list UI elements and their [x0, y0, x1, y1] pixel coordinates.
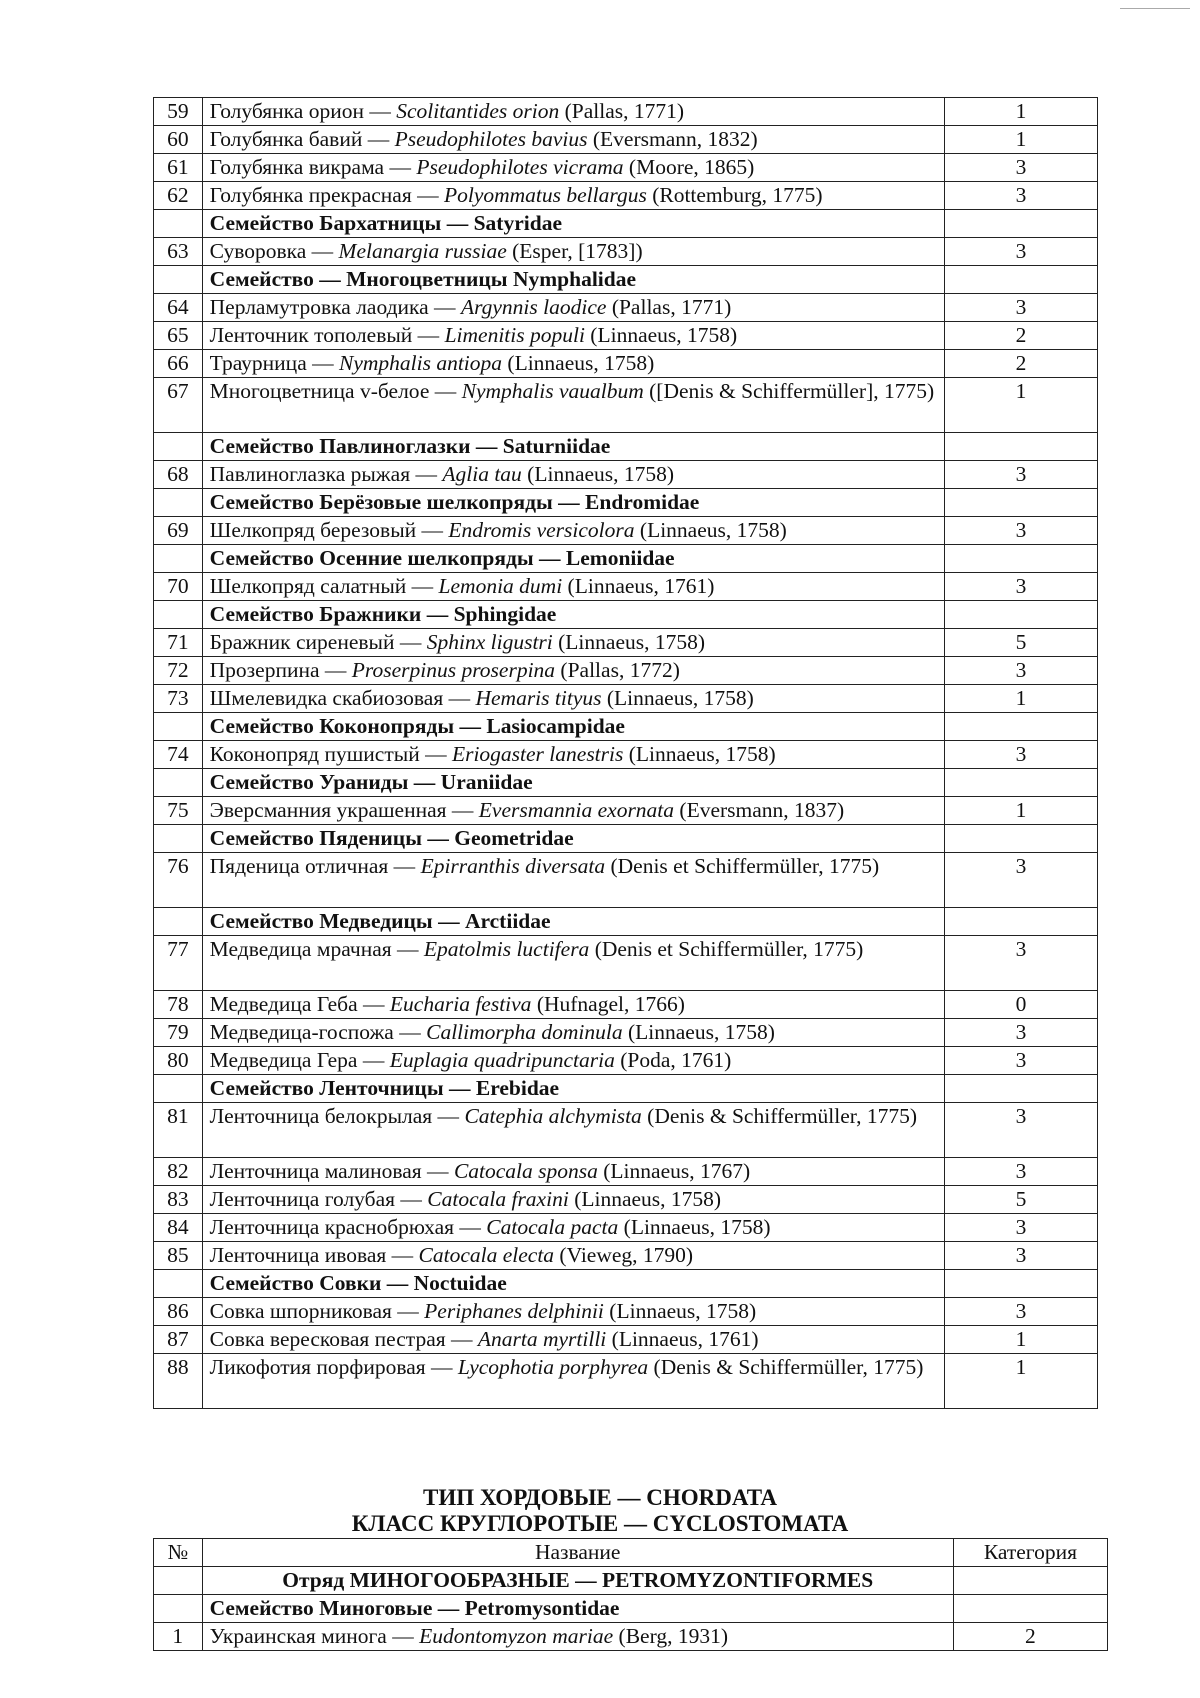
species-latin-name: Eriogaster lanestris	[451, 742, 624, 766]
family-row	[154, 266, 1098, 294]
row-category: 5	[944, 1186, 1097, 1214]
species-latin-name: Polyommatus bellargus	[443, 183, 647, 207]
header-name: Название	[202, 1539, 953, 1567]
type-heading: ТИП ХОРДОВЫЕ — CHORDATA	[422, 1485, 778, 1510]
row-category: 1	[944, 1326, 1097, 1354]
species-latin-name: Scolitantides orion	[396, 99, 560, 123]
table-row	[154, 1019, 1098, 1047]
row-category: 3	[944, 573, 1097, 601]
species-name	[202, 1186, 944, 1214]
species-author: (Linnaeus, 1761)	[562, 574, 715, 598]
row-number: 86	[154, 1298, 203, 1326]
species-latin-name: Epirranthis diversata	[420, 854, 606, 878]
species-name	[202, 936, 944, 991]
row-category: 2	[944, 350, 1097, 378]
species-russian-name: Ликофотия порфировая —	[209, 1355, 458, 1379]
species-name	[202, 182, 944, 210]
row-category: 5	[944, 629, 1097, 657]
species-author: (Denis et Schiffermüller, 1775)	[589, 937, 864, 961]
species-author: (Linnaeus, 1758)	[623, 742, 776, 766]
species-russian-name: Голубянка орион —	[209, 99, 397, 123]
species-russian-name: Шелкопряд салатный —	[209, 574, 439, 598]
species-russian-name: Шелкопряд березовый —	[209, 518, 449, 542]
family-title: Семейство Ленточницы — Erebidae	[202, 1075, 944, 1103]
species-russian-name: Голубянка прекрасная —	[209, 183, 444, 207]
table-row	[154, 461, 1098, 489]
species-latin-name: Catocala electa	[418, 1243, 555, 1267]
species-russian-name: Медведица Геба —	[209, 992, 390, 1016]
row-category: 2	[953, 1623, 1107, 1651]
row-category: 3	[944, 294, 1097, 322]
family-title: Семейство Осенние шелкопряды — Lemoniidae	[202, 545, 944, 573]
row-number: 73	[154, 685, 203, 713]
species-name	[202, 322, 944, 350]
species-latin-name: Melanargia russiae	[338, 239, 507, 263]
species-russian-name: Суворовка —	[209, 239, 339, 263]
family-title: Семейство Миноговые — Petromysontidae	[202, 1595, 953, 1623]
row-category: 3	[944, 657, 1097, 685]
species-name	[202, 741, 944, 769]
row-number: 80	[154, 1047, 203, 1075]
table-row	[154, 238, 1098, 266]
species-author: (Linnaeus, 1758)	[521, 462, 675, 486]
table-row	[154, 154, 1098, 182]
species-latin-name: Proserpinus proserpina	[351, 658, 556, 682]
row-category: 2	[944, 322, 1097, 350]
table-row	[154, 657, 1098, 685]
species-russian-name: Ленточник тополевый —	[209, 323, 445, 347]
row-category: 3	[944, 1214, 1097, 1242]
species-latin-name: Catocala fraxini	[427, 1187, 569, 1211]
row-category: 3	[944, 1158, 1097, 1186]
table-row	[154, 378, 1098, 433]
row-category: 3	[944, 853, 1097, 908]
family-title: Семейство Бархатницы — Satyridae	[202, 210, 944, 238]
species-latin-name: Argynnis laodice	[460, 295, 607, 319]
row-number: 82	[154, 1158, 203, 1186]
species-name	[202, 126, 944, 154]
row-category: 3	[944, 1242, 1097, 1270]
species-author: (Linnaeus, 1758)	[618, 1215, 771, 1239]
species-russian-name: Бражник сиреневый —	[209, 630, 427, 654]
species-name	[202, 573, 944, 601]
species-russian-name: Шмелевидка скабиозовая —	[209, 686, 476, 710]
row-number: 85	[154, 1242, 203, 1270]
species-russian-name: Ленточница краснобрюхая —	[209, 1215, 487, 1239]
family-title: Семейство Коконопряды — Lasiocampidae	[202, 713, 944, 741]
table-row	[154, 1103, 1098, 1158]
family-title: Семейство Пяденицы — Geometridae	[202, 825, 944, 853]
table-row	[154, 1214, 1098, 1242]
row-number: 76	[154, 853, 203, 908]
table-row	[154, 936, 1098, 991]
table-row	[154, 322, 1098, 350]
row-number: 68	[154, 461, 203, 489]
species-russian-name: Прозерпина —	[209, 658, 352, 682]
species-table	[153, 97, 1098, 1409]
species-author: (Linnaeus, 1758)	[584, 323, 738, 347]
species-name	[202, 991, 944, 1019]
species-latin-name: Catocala sponsa	[453, 1159, 598, 1183]
species-author: (Poda, 1761)	[614, 1048, 732, 1072]
family-title: Семейство Ураниды — Uraniidae	[202, 769, 944, 797]
species-name	[202, 350, 944, 378]
table-row	[154, 1242, 1098, 1270]
row-number: 65	[154, 322, 203, 350]
species-latin-name: Nymphalis vaualbum	[461, 379, 644, 403]
species-russian-name: Перламутровка лаодика —	[209, 295, 461, 319]
family-row	[154, 908, 1098, 936]
species-name	[202, 238, 944, 266]
species-author: (Linnaeus, 1761)	[606, 1327, 759, 1351]
row-category: 3	[944, 461, 1097, 489]
species-author: (Esper, [1783])	[506, 239, 643, 263]
species-russian-name: Пяденица отличная —	[209, 854, 421, 878]
family-title: Семейство Павлиноглазки — Saturniidae	[202, 433, 944, 461]
species-russian-name: Голубянка викрама —	[209, 155, 417, 179]
row-number: 74	[154, 741, 203, 769]
table-row	[154, 1326, 1098, 1354]
species-author: (Moore, 1865)	[623, 155, 755, 179]
species-name	[202, 1326, 944, 1354]
row-number: 81	[154, 1103, 203, 1158]
species-russian-name: Украинская минога —	[209, 1624, 420, 1648]
species-author: (Pallas, 1772)	[555, 658, 680, 682]
species-latin-name: Aglia tau	[442, 462, 522, 486]
row-category: 1	[944, 685, 1097, 713]
family-row	[154, 713, 1098, 741]
row-category: 3	[944, 238, 1097, 266]
species-name	[202, 629, 944, 657]
species-author: (Denis & Schiffermüller, 1775)	[641, 1104, 917, 1128]
species-latin-name: Catocala pacta	[486, 1215, 619, 1239]
family-title: Семейство — Многоцветницы Nymphalidae	[202, 266, 944, 294]
row-number: 87	[154, 1326, 203, 1354]
species-russian-name: Медведица мрачная —	[209, 937, 424, 961]
family-row	[154, 1075, 1098, 1103]
species-name	[202, 853, 944, 908]
species-russian-name: Ленточница ивовая —	[209, 1243, 419, 1267]
class-heading: КЛАСС КРУГЛОРОТЫЕ — CYCLOSTOMATA	[351, 1511, 849, 1536]
species-author: (Berg, 1931)	[613, 1624, 729, 1648]
row-number: 83	[154, 1186, 203, 1214]
species-name	[202, 685, 944, 713]
species-russian-name: Павлиноглазка рыжая —	[209, 462, 443, 486]
species-russian-name: Медведица-госпожа —	[209, 1020, 427, 1044]
row-number: 62	[154, 182, 203, 210]
order-row	[154, 1567, 1108, 1595]
species-latin-name: Eucharia festiva	[389, 992, 532, 1016]
species-latin-name: Endromis versicolora	[448, 518, 635, 542]
row-category: 1	[944, 98, 1097, 126]
species-author: (Linnaeus, 1758)	[603, 1299, 757, 1323]
species-name	[202, 461, 944, 489]
row-number: 61	[154, 154, 203, 182]
species-name	[202, 517, 944, 545]
chordata-table	[153, 1538, 1108, 1651]
table-row	[154, 294, 1098, 322]
species-table-body	[154, 98, 1098, 1409]
table-row	[154, 98, 1098, 126]
row-category: 3	[944, 182, 1097, 210]
family-row	[154, 1595, 1108, 1623]
species-author: (Linnaeus, 1758)	[634, 518, 787, 542]
table-row	[154, 741, 1098, 769]
species-name	[202, 98, 944, 126]
species-author: (Linnaeus, 1767)	[597, 1159, 751, 1183]
header-category: Категория	[953, 1539, 1107, 1567]
species-russian-name: Эверсманния украшенная —	[209, 798, 479, 822]
species-author: (Pallas, 1771)	[559, 99, 685, 123]
row-number: 78	[154, 991, 203, 1019]
row-category: 1	[944, 126, 1097, 154]
species-latin-name: Hemaris tityus	[475, 686, 602, 710]
row-number: 75	[154, 797, 203, 825]
species-author: (Linnaeus, 1758)	[568, 1187, 722, 1211]
table-row	[154, 991, 1098, 1019]
family-title: Семейство Бражники — Sphingidae	[202, 601, 944, 629]
species-name	[202, 1298, 944, 1326]
table-row	[154, 1623, 1108, 1651]
family-row	[154, 769, 1098, 797]
row-category: 3	[944, 1103, 1097, 1158]
species-name	[202, 657, 944, 685]
species-author: (Eversmann, 1832)	[587, 127, 758, 151]
table-row	[154, 1047, 1098, 1075]
species-russian-name: Траурница —	[209, 351, 339, 375]
row-number: 64	[154, 294, 203, 322]
species-russian-name: Многоцветница v-белое —	[209, 379, 462, 403]
scan-edge-mark	[1120, 8, 1190, 9]
species-name	[202, 1623, 953, 1651]
species-name	[202, 1158, 944, 1186]
row-number: 67	[154, 378, 203, 433]
header-num: №	[154, 1539, 203, 1567]
species-russian-name: Ленточница малиновая —	[209, 1159, 454, 1183]
table-row	[154, 350, 1098, 378]
species-russian-name: Медведица Гера —	[209, 1048, 390, 1072]
species-author: (Linnaeus, 1758)	[552, 630, 706, 654]
row-number: 84	[154, 1214, 203, 1242]
species-author: (Pallas, 1771)	[606, 295, 732, 319]
table-row	[154, 797, 1098, 825]
table-row	[154, 1186, 1098, 1214]
table-row	[154, 1158, 1098, 1186]
species-author: (Denis et Schiffermüller, 1775)	[605, 854, 880, 878]
row-category: 3	[944, 1047, 1097, 1075]
table-row	[154, 1354, 1098, 1409]
order-title: Отряд МИНОГООБРАЗНЫЕ — PETROMYZONTIFORMES	[202, 1567, 953, 1595]
row-number: 88	[154, 1354, 203, 1409]
row-category: 3	[944, 1298, 1097, 1326]
table-row	[154, 1298, 1098, 1326]
species-latin-name: Nymphalis antiopa	[338, 351, 503, 375]
species-author: (Rottemburg, 1775)	[646, 183, 823, 207]
species-author: (Vieweg, 1790)	[554, 1243, 694, 1267]
species-name	[202, 378, 944, 433]
row-number: 72	[154, 657, 203, 685]
species-latin-name: Euplagia quadripunctaria	[389, 1048, 615, 1072]
species-author: (Linnaeus, 1758)	[622, 1020, 775, 1044]
species-russian-name: Совка вересковая пестрая —	[209, 1327, 478, 1351]
species-latin-name: Anarta myrtilli	[477, 1327, 607, 1351]
row-category: 3	[944, 936, 1097, 991]
family-title: Семейство Медведицы — Arctiidae	[202, 908, 944, 936]
species-latin-name: Epatolmis luctifera	[423, 937, 590, 961]
table-header-row	[154, 1539, 1108, 1567]
row-number: 69	[154, 517, 203, 545]
species-russian-name: Ленточница белокрылая —	[209, 1104, 465, 1128]
row-category: 3	[944, 154, 1097, 182]
row-number: 77	[154, 936, 203, 991]
row-category: 0	[944, 991, 1097, 1019]
species-russian-name: Ленточница голубая —	[209, 1187, 428, 1211]
species-latin-name: Eudontomyzon mariae	[419, 1624, 614, 1648]
row-category: 1	[944, 1354, 1097, 1409]
row-category: 3	[944, 1019, 1097, 1047]
species-latin-name: Periphanes delphinii	[424, 1299, 604, 1323]
species-latin-name: Sphinx ligustri	[426, 630, 553, 654]
row-number: 63	[154, 238, 203, 266]
table-row	[154, 182, 1098, 210]
species-author: (Linnaeus, 1758)	[502, 351, 655, 375]
row-category: 1	[944, 378, 1097, 433]
family-title: Семейство Совки — Noctuidae	[202, 1270, 944, 1298]
table-row	[154, 629, 1098, 657]
family-row	[154, 489, 1098, 517]
family-row	[154, 545, 1098, 573]
species-russian-name: Совка шпорниковая —	[209, 1299, 425, 1323]
species-author: ([Denis & Schiffermüller], 1775)	[643, 379, 935, 403]
species-name	[202, 1354, 944, 1409]
family-row	[154, 433, 1098, 461]
species-author: (Eversmann, 1837)	[674, 798, 845, 822]
row-number: 59	[154, 98, 203, 126]
family-title: Семейство Берёзовые шелкопряды — Endromidae	[202, 489, 944, 517]
species-name	[202, 1047, 944, 1075]
species-latin-name: Eversmannia exornata	[478, 798, 675, 822]
row-number: 60	[154, 126, 203, 154]
species-latin-name: Callimorpha dominula	[426, 1020, 623, 1044]
species-name	[202, 1019, 944, 1047]
species-latin-name: Lycophotia porphyrea	[457, 1355, 649, 1379]
family-row	[154, 601, 1098, 629]
table-row	[154, 853, 1098, 908]
species-name	[202, 1214, 944, 1242]
species-name	[202, 294, 944, 322]
table-row	[154, 685, 1098, 713]
species-author: (Linnaeus, 1758)	[601, 686, 754, 710]
species-latin-name: Lemonia dumi	[438, 574, 563, 598]
row-category: 3	[944, 517, 1097, 545]
family-row	[154, 210, 1098, 238]
row-category: 1	[944, 797, 1097, 825]
species-name	[202, 797, 944, 825]
species-russian-name: Коконопряд пушистый —	[209, 742, 452, 766]
table-row	[154, 573, 1098, 601]
row-number: 70	[154, 573, 203, 601]
family-row	[154, 825, 1098, 853]
family-row	[154, 1270, 1098, 1298]
row-number: 71	[154, 629, 203, 657]
species-latin-name: Pseudophilotes bavius	[394, 127, 588, 151]
species-latin-name: Limenitis populi	[444, 323, 585, 347]
species-author: (Denis & Schiffermüller, 1775)	[648, 1355, 924, 1379]
species-russian-name: Голубянка бавий —	[209, 127, 395, 151]
row-number: 1	[154, 1623, 203, 1651]
table-row	[154, 517, 1098, 545]
table-row	[154, 126, 1098, 154]
row-number: 79	[154, 1019, 203, 1047]
row-category: 3	[944, 741, 1097, 769]
species-name	[202, 1103, 944, 1158]
species-latin-name: Catephia alchymista	[464, 1104, 642, 1128]
species-name	[202, 1242, 944, 1270]
species-author: (Hufnagel, 1766)	[531, 992, 685, 1016]
row-number: 66	[154, 350, 203, 378]
species-latin-name: Pseudophilotes vicrama	[416, 155, 624, 179]
species-name	[202, 154, 944, 182]
